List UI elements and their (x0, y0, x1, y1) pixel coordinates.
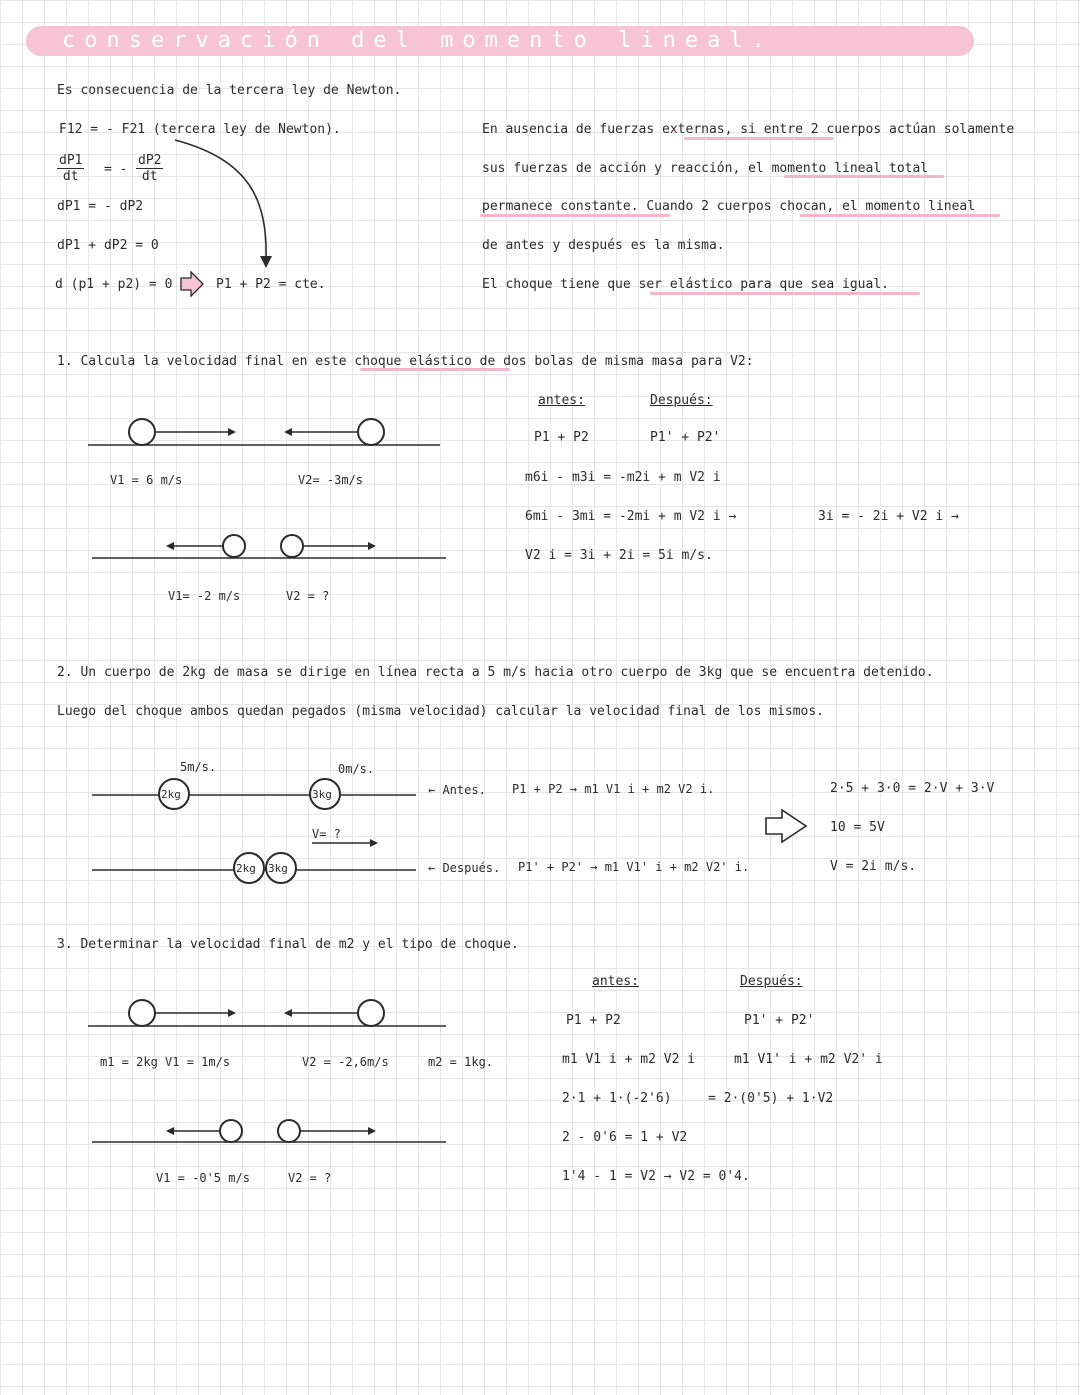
antes-label: antes: (538, 393, 585, 408)
momentum-expression: P1' + P2' (650, 430, 721, 445)
intro-equation: F12 = - F21 (tercera ley de Newton). (59, 122, 341, 137)
velocity-label: 0m/s. (338, 762, 375, 776)
momentum-expression: P1 + P2 (566, 1013, 621, 1028)
ball-1 (129, 419, 155, 445)
result-step: 2·5 + 3·0 = 2·V + 3·V (830, 781, 995, 796)
result-step: 10 = 5V (830, 820, 885, 835)
fraction-numerator: dP2 (138, 153, 162, 168)
theory-line: En ausencia de fuerzas externas, si entre 2 cuerpos actúan solamente (482, 122, 1015, 137)
mass-label: 3kg (312, 788, 332, 801)
mass-label: 2kg (236, 862, 256, 875)
solution-step: V2 i = 3i + 2i = 5i m/s. (525, 548, 713, 563)
ball-1 (223, 535, 245, 557)
theory-line: sus fuerzas de acción y reacción, el momento lineal total (482, 161, 929, 176)
arrowhead-icon (368, 542, 376, 550)
momentum-expression: P1 + P2 (534, 430, 589, 445)
theory-line: El choque tiene que ser elástico para que sea igual. (482, 277, 889, 292)
velocity-label: V2 = ? (286, 589, 330, 603)
arrowhead-icon (284, 1009, 292, 1017)
solution-step: 6mi - 3mi = -2mi + m V2 i → (525, 509, 737, 524)
theory-line: permanece constante. Cuando 2 cuerpos chocan, el momento lineal (482, 199, 976, 214)
page-title: conservación del momento lineal. (62, 28, 774, 53)
theory-line: de antes y después es la misma. (482, 238, 725, 253)
despues-label: ← Después. (428, 861, 501, 875)
arrowhead-icon (284, 428, 292, 436)
velocity-label: V1 = -0'5 m/s (156, 1171, 250, 1185)
fraction-denominator: dt (141, 169, 158, 184)
intro-equation: dP1 + dP2 = 0 (57, 238, 159, 253)
despues-label: Después: (740, 974, 803, 989)
velocity-label: V= ? (312, 827, 341, 841)
exercise-statement: 2. Un cuerpo de 2kg de masa se dirige en línea recta a 5 m/s hacia otro cuerpo de 3kg que se encuentra detenido. (57, 665, 934, 680)
antes-label: antes: (592, 974, 639, 989)
ball-2 (358, 1000, 384, 1026)
exercise-statement: Luego del choque ambos quedan pegados (misma velocidad) calcular la velocidad final de los mismos. (57, 704, 825, 719)
implies-arrow-icon (181, 272, 203, 296)
arrowhead-icon (166, 1127, 174, 1135)
velocity-label: 5m/s. (180, 760, 217, 774)
arrowhead-icon (228, 428, 236, 436)
exercise-statement: 3. Determinar la velocidad final de m2 y el tipo de choque. (57, 937, 519, 952)
solution-step: m1 V1 i + m2 V2 i (562, 1052, 696, 1067)
solution-step: 2 - 0'6 = 1 + V2 (562, 1130, 688, 1145)
intro-equation: dP1 = - dP2 (57, 199, 144, 214)
solution-step: m1 V1' i + m2 V2' i (734, 1052, 883, 1067)
arrowhead-icon (260, 256, 272, 268)
intro-line: Es consecuencia de la tercera ley de Newton. (57, 83, 402, 98)
solution-step: = 2·(0'5) + 1·V2 (708, 1091, 834, 1106)
data-label: m2 = 1kg. (428, 1055, 494, 1069)
momentum-expression: P1 + P2 → m1 V1 i + m2 V2 i. (512, 782, 715, 796)
antes-label: ← Antes. (428, 783, 486, 797)
exercise-statement: 1. Calcula la velocidad final en este choque elástico de dos bolas de misma masa para V2: (57, 354, 754, 369)
mass-label: 2kg (161, 788, 181, 801)
velocity-label: V2 = ? (288, 1171, 332, 1185)
arrowhead-icon (370, 839, 378, 847)
solution-step: 2·1 + 1·(-2'6) (562, 1091, 672, 1106)
solution-step: 3i = - 2i + V2 i → (818, 509, 959, 524)
fraction-denominator: dt (62, 169, 79, 184)
momentum-expression: P1' + P2' → m1 V1' i + m2 V2' i. (518, 860, 750, 874)
fraction-numerator: dP1 (59, 153, 83, 168)
intro-equation: d (p1 + p2) = 0 (55, 277, 173, 292)
solution-step: m6i - m3i = -m2i + m V2 i (525, 470, 721, 485)
solution-step: 1'4 - 1 = V2 → V2 = 0'4. (562, 1169, 750, 1184)
arrowhead-icon (368, 1127, 376, 1135)
ball-1 (129, 1000, 155, 1026)
momentum-expression: P1' + P2' (744, 1013, 815, 1028)
velocity-label: V2= -3m/s (298, 473, 364, 487)
data-label: m1 = 2kg V1 = 1m/s (100, 1055, 231, 1069)
curved-arrow-icon (175, 140, 266, 262)
ball-2 (278, 1120, 300, 1142)
arrowhead-icon (228, 1009, 236, 1017)
ball-1 (220, 1120, 242, 1142)
arrowhead-icon (166, 542, 174, 550)
data-label: V2 = -2,6m/s (302, 1055, 389, 1069)
ball-2 (358, 419, 384, 445)
despues-label: Después: (650, 393, 713, 408)
velocity-label: V1= -2 m/s (168, 589, 241, 603)
intro-equation: P1 + P2 = cte. (216, 277, 326, 292)
implies-arrow-icon (766, 810, 806, 842)
velocity-label: V1 = 6 m/s (110, 473, 183, 487)
mass-label: 3kg (268, 862, 288, 875)
ball-2 (281, 535, 303, 557)
fraction-equals: = - (104, 162, 128, 177)
result-step: V = 2i m/s. (830, 859, 917, 874)
